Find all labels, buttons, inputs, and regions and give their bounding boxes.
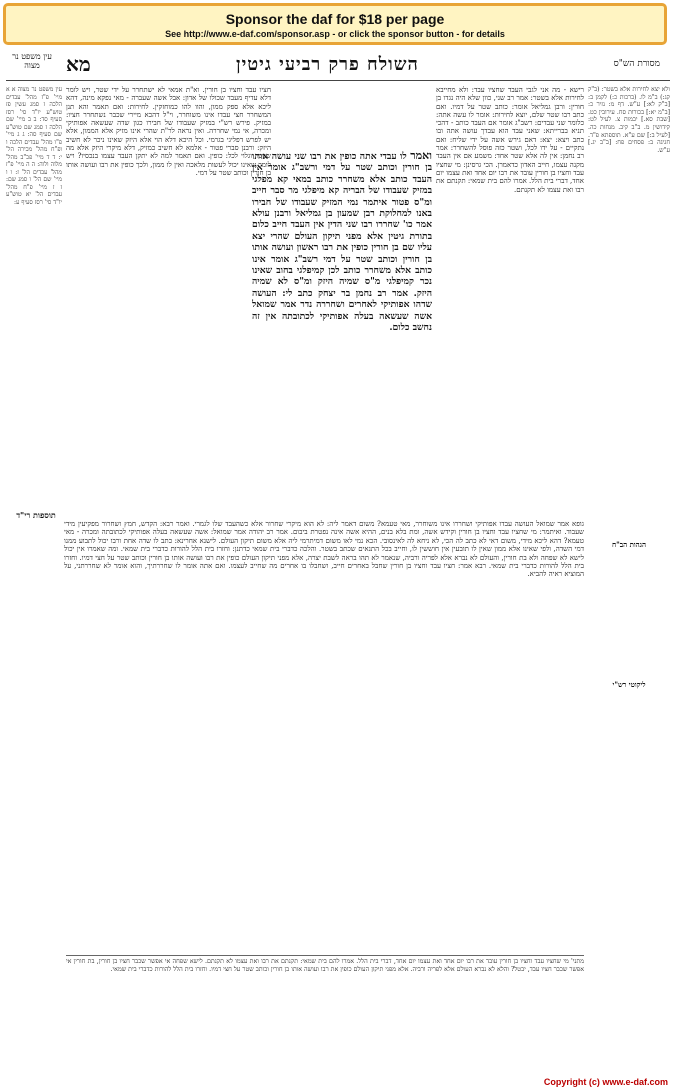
gemara-body: לו עבדי אתה כופין את רבו שני עושה אותו בן חורין וכותב שטר על דמי ורשב"ג אומר אין העבד כותב אלא משחרר כותב במאי קא מפלגי במזיק שעבודו של הבריה קא מיפלגי מר סבר חייב ומ"ס פטור איתמר נמי המזיק שעבודו של חבירו באנו למחלוקת רבן שמעון בן גמליאל ורבנן עולא אמר כו' שחררו רבו שני הדין אין העבד חייב כלום בתורת גיטין אלא מפני תיקון העולם שהרי יצא עליו שם בן חורין כופין את רבו ראשון ועושה אותו בן חורין וכותב שטר על דמי רשב"ג אומר אינו כותב אלא משחרר כותב לכן קמיפלגי בחוב שאינו נכר קמיפלגי מ"ס שמיה היזק ומ"ס לא שמיה היזק. אמר רב נחמן בר יצחק כתב לי: העושה שדהו אפותיקי לאחרים ושחררה נדר אמר שמואל אשה שעשאה בעלה אפותיקי לכתובתה אין זה נחשב כלום. — [252, 151, 432, 334]
rashi-column: רישא - מה אני לגבי העבד שחציו עבד: ולא מחייבא לחירות אלא בשטר: אמר רב שני, כוון שלא היה נגדו בן חורין: ורבן גמליאל אומר: כותב שטר על דמיו. ואם כתב רבו שטר שלם, יוצא לחירות: אומר לו עשה אתה: כלומר שני עבדים: רשב"ג אומר אם העבד כותב - דהכי תניא בברייתא: שאני עבד הוא עבדך עושה אתה ובו כתב ויצא: יצא: דאם גירש אשה על ידי שליח: ואם נתקיים - על ידו לכל, ושטר כזה פוסל להשחרר: אמר רב נחמן: אין לה אלא שטר אחד: משמע אם אין העבד מקנה עצמו, חייב האדון כדאמרן. הכי גרסינן: מי שחציו עבד וחציו בן חורין עובד את רבו יום אחד ואת עצמו יום אחד, דברי בית הלל. אמרו להם בית שמאי: תקנתם את רבו ואת עצמו לא תקנתם. — [436, 86, 584, 194]
gemara-lead-word: ואמר — [410, 150, 432, 162]
ein-mishpat-label: עין משפט נר מצוה — [12, 52, 52, 70]
page-title: השולח פרק רביעי גיטין — [236, 54, 419, 75]
tosfot-column: חציו עבד וחציו בן חורין. וא"ת אמאי לא ישתחרר על ידי שטר, ויש לומר דלא עדיף מעבד שכולו של אדון: אבל אשה שעברה - מאי נפקא מינה, דהא ליכא אלא ספק ממון, והוו להו כמוחזקין. לחירות: ואם תאמר והא תנן המשחרר חצי עבדו אינו משוחרר, וי"ל דהכא מיירי שכבר נשתחרר חציו: במזיק. פירש רש"י במזיק שעבודו של חבירו כגון שדה שעשאה אפותיקי ומכרה, אי נמי שחררה. ואין נראה לר"ת שהרי אינו מזיק אלא הממון, אלא יש לפרש דפליגי בגרמי. וכל היכא דלא הוי אלא היזק שאינו ניכר לא חשיב היזק: ורבנן סברי פטור - אלמא לא חשיב כמזיק, דלא מיקרי היזק אלא מה שניכר וגלוי לכל: כופין. ואם תאמר למה לא יתקן העבד עצמו בנכסיו? ויש לומר שאינו יכול לעשות מלאכה ואין לו ממון, ולכך כופין את רבו ועושה אותו בן חורין וכותב שטר על דמי. — [66, 86, 271, 177]
ein-mishpat-column: עין משפט נר מצוה א א מיי' פ"ז מהל' עבדים הלכה ז סמג עשין פז טוש"ע יו"ד סי' רסז סעיף סד: ב ב מיי' שם הלכה ז סמג שם טוש"ע שם סעיף סה: ג ג מיי' פ"ו מהל' עבדים הלכה ו ופ"ח מהל' מכירה הל' י: ד ד מיי' פכ"ב מהל' מלוה ולוה: ה ה מיי' פ"ז מהל' עבדים הל' ז: ו ו מיי' שם הל' ו סמג שם: ז ז מיי' פ"ח מהל' עבדים הל' יא טוש"ע יו"ד סי' רסז סעיף ע: — [6, 86, 62, 206]
talmud-page — [6, 50, 670, 1075]
tosfot-harosh-label: תוספות רי"ד — [16, 510, 56, 520]
sponsor-subtitle[interactable]: See http://www.e-daf.com/sponsor.asp - or click the sponsor button - for details — [165, 29, 505, 39]
liqqutei-rashi-label: ליקוטי רש"י — [612, 680, 646, 689]
hagahot-label: הגהות הב"ח — [611, 540, 647, 549]
mishna-text: מתני' מי שחציו עבד וחציו בן חורין עובד את רבו יום אחד ואת עצמו יום אחד, דברי בית הלל. אמרו להם בית שמאי: תקנתם את רבו ואת עצמו לא תקנתם. לישא שפחה אי אפשר שכבר חציו בן חורין, בת חורין אי אפשר שכבר חציו עבד, יבטל? והלא לא נברא העולם אלא לפריה ורביה. אלא מפני תיקון העולם כופין את רבו ועושה אותו בן חורין וכותב שטר על חצי דמיו. וחזרו בית הלל להורות כדברי בית שמאי. — [66, 955, 584, 1063]
copyright-notice[interactable]: Copyright (c) www.e-daf.com — [543, 1077, 668, 1087]
masoret-label: מסורת הש"ס — [613, 59, 660, 69]
masoret-hashas-column: ולא יצא לחירות אלא בשטר: (ב"ק קג:) ב"מ לו. (ברכות כ:) לקמן ב: [ב"ק לא:] ע"ש. דף מ: נזיר כ: [ב"מ יא:] בכורות סח. עירובין כט. [שבת סא.] יבמות צ. לעיל לט: קידושין מ. ב"ב קיב. מנחות כה. [לעיל ב:] שם ע"א. תוספתא פ"ד. חגיגה ב: פסחים פח: [ב"ב יג.] ע"ש. — [588, 86, 670, 154]
daf-number: מא — [66, 52, 91, 76]
page-header — [6, 50, 670, 81]
lower-commentary: גופא אמר שמואל העושה עבדו אפותיקי ושחררו אינו משוחרר, מאי טעמא? משום דאמר ליה: לא הוא מיקרי שחרור אלא כשהעבד שלו לגמרי. ואמר רבא: הקדש, חמץ ושחרור מפקיעין מידי שעבוד. ואיתמר: מי שחציו עבד וחציו בן חורין וקידש אשה, ומת בלא בנים, ההיא אשה אינה נפטרת ביבום. אמר רב יהודה אמר שמואל: אשה שעשאה בעלה אפותיקי לכתובתה ומכרה - מאי טעמא? דהא ליכא מידי, משום דאי לא כתב לה הכי, לא ניחא לה לאינסובי. הכא נמי לאו משום דמיתרמי ליה אלא משום תיקון העולם. לישנא אחרינא: כתב לו שדה אחת ורבו יכול לתבוע ממנו דמי השדה, ולפי שאינו אלא ממון שאין לו תובעין אין חוששין לו, וחייב בכל התנאים שכתב בשטר. והלכה כדברי בית שמאי כדתנן: וחזרו בית הלל להורות כדברי בית שמאי. ומה שאמרו אין יכול לישא לא שפחה ולא בת חורין, והעולם לא נברא אלא לפריה ורביה, שנאמר לא תהו בראה לשבת יצרה, אלא מפני תיקון העולם כופין את רבו ועושה אותו בן חורין וכותב שטר על חצי דמיו. וחזרו בית הלל להורות כדברי בית שמאי. רבא אמר: חציו עבד וחציו בן חורין שחבל באחרים חייב, ושחבלו בו אחרים מה שחייב לעצמו. ואם אתה אומר לו שחררתיך, והוא אומר לא שחררתני, על המוציא ראיה להביא. — [64, 520, 584, 579]
sponsor-banner[interactable] — [3, 3, 667, 45]
gemara-text — [252, 150, 432, 510]
sponsor-title[interactable]: Sponsor the daf for $18 per page — [225, 11, 445, 27]
